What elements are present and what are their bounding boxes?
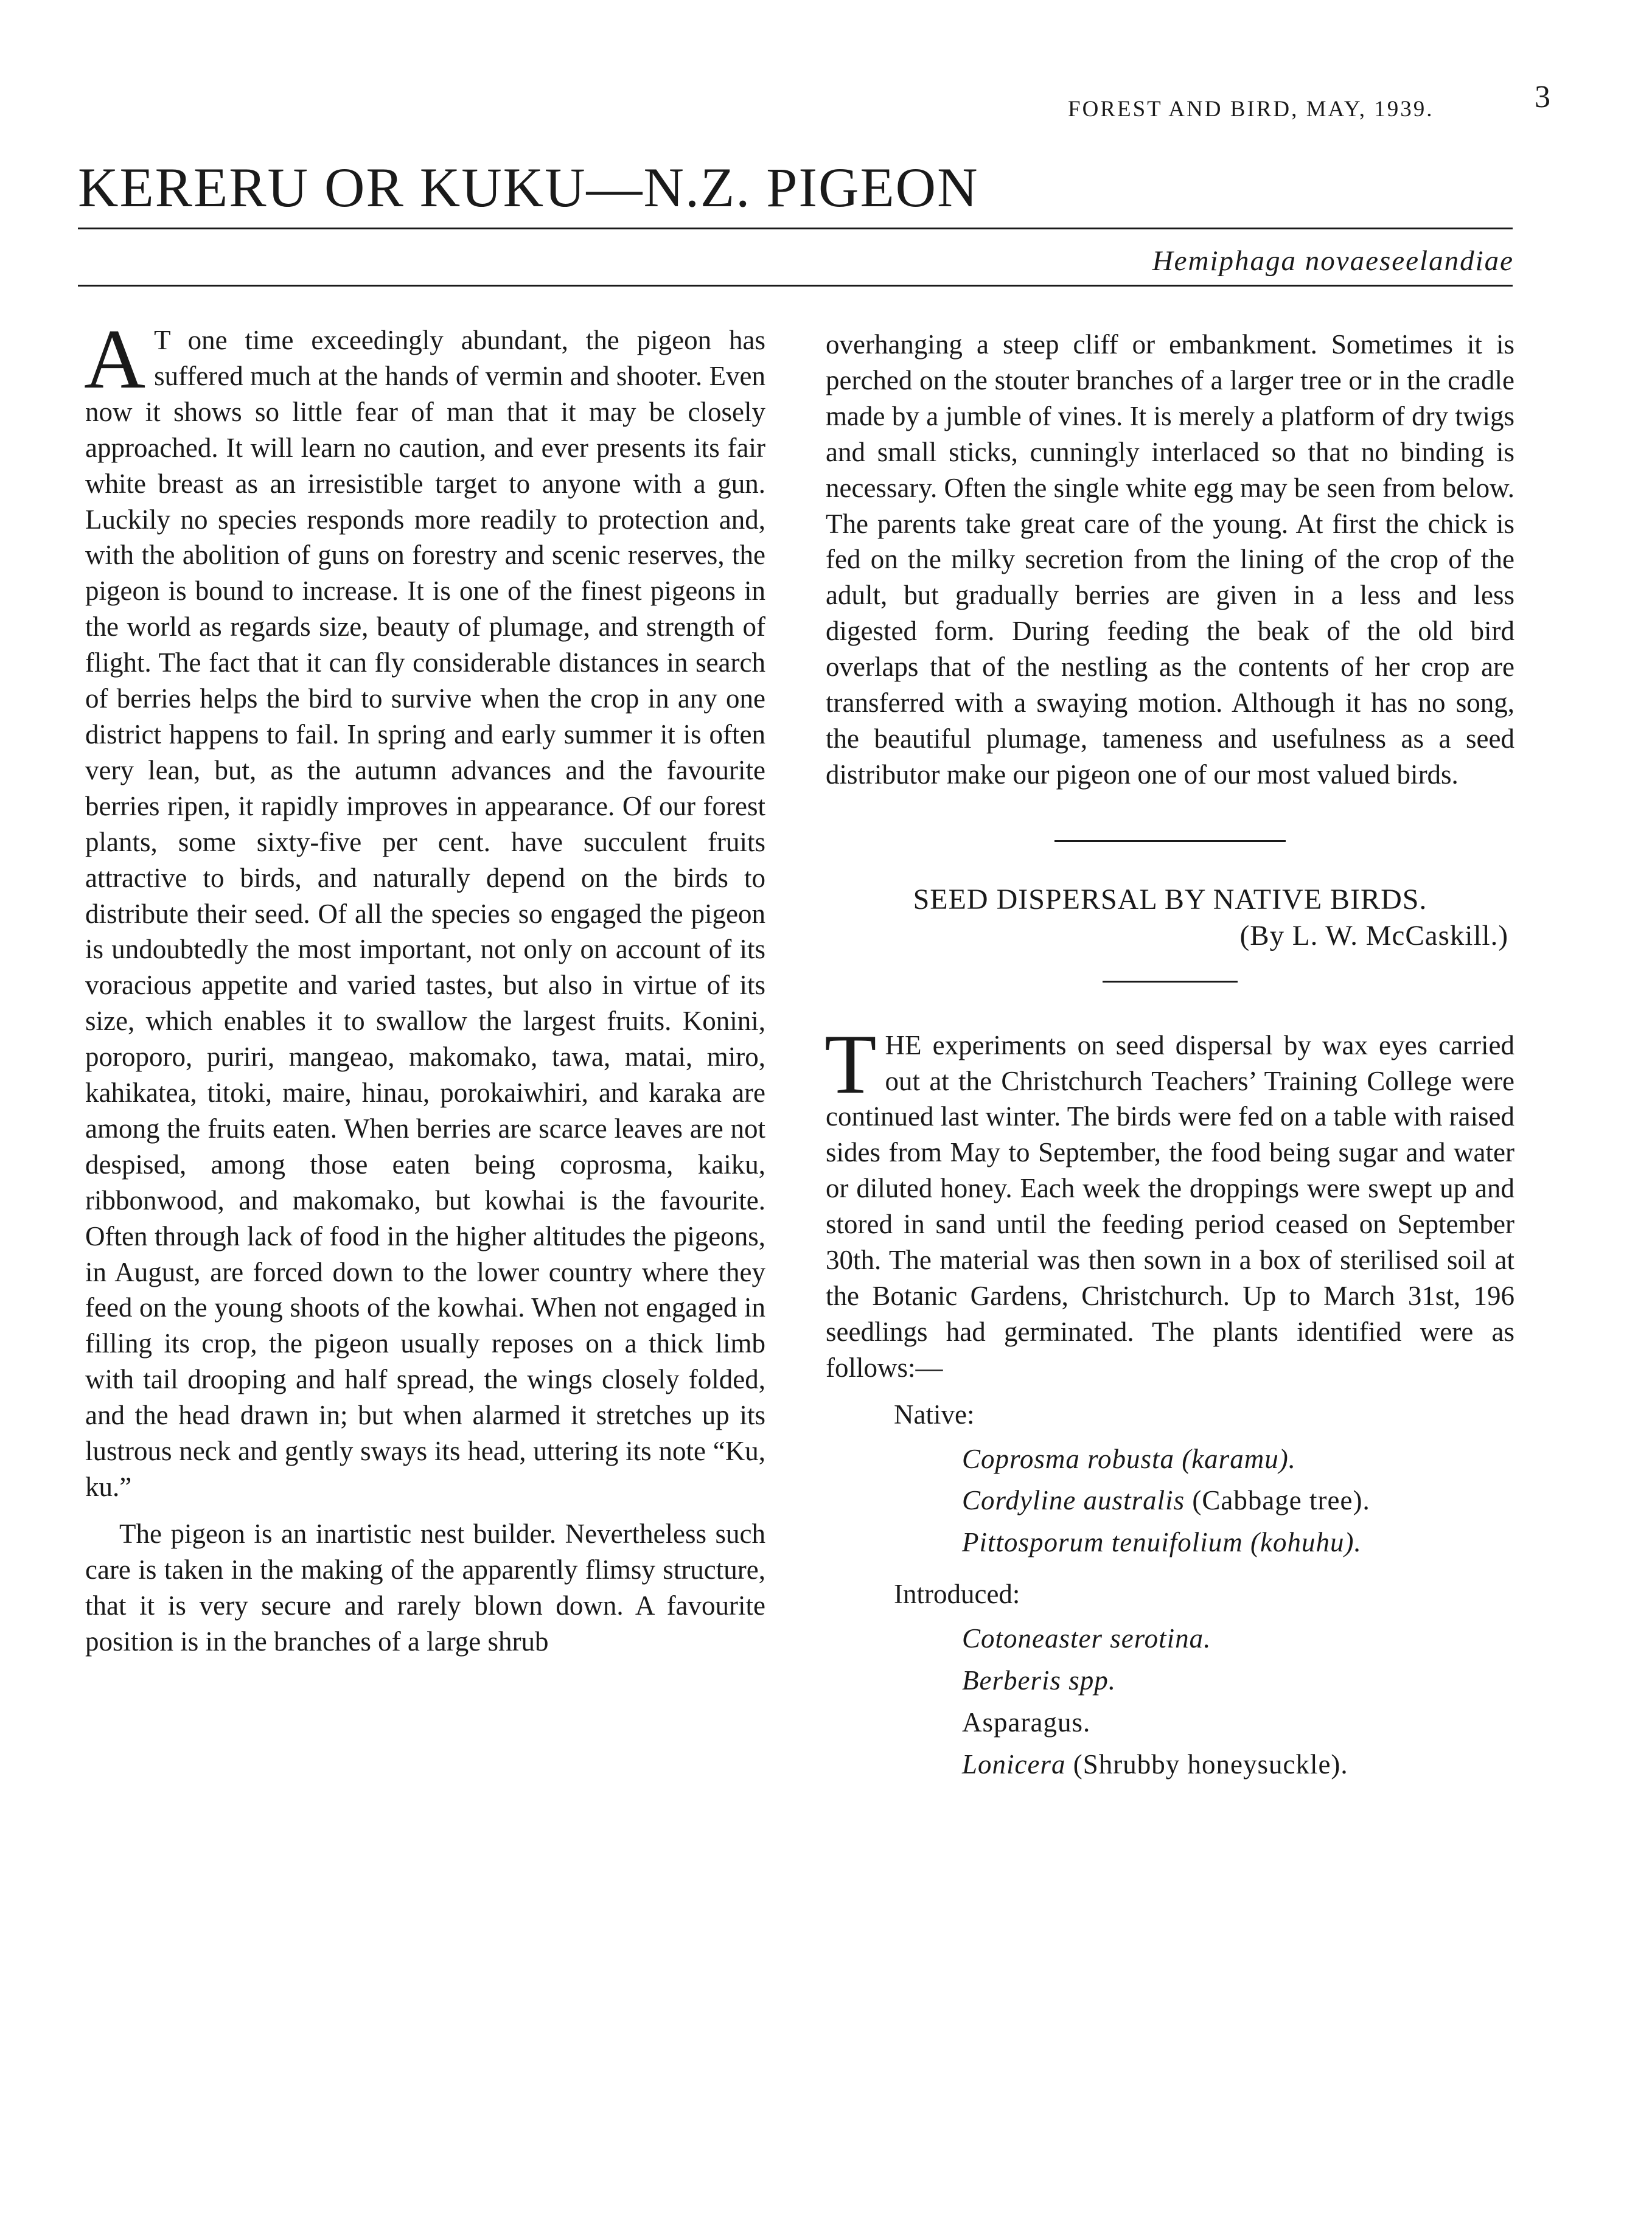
seed-article-byline: (By L. W. McCaskill.) (1239, 919, 1508, 952)
introduced-plant (962, 1705, 1514, 1741)
column-right (826, 327, 1514, 1783)
native-label: Native: (894, 1399, 975, 1430)
section-divider (1054, 840, 1286, 842)
introduced-plant (962, 1663, 1514, 1699)
seed-paragraph-text: HE experiments on seed dispersal by wax eyes carried out at the Christchurch Teachers’ Training College were continued last winter. The birds were fed on a table with raised sides from May to September, the food being sugar and water or diluted honey. Each week the droppings were swept up and stored in sand until the feeding period ceased on September 30th. The material was then sown in a box of sterilised soil at the Botanic Gardens, Christchurch. Up to March 31st, 196 seedlings had germinated. The plants identified were as follows:— (826, 1029, 1514, 1383)
introduced-label: Introduced: (894, 1579, 1020, 1610)
native-plant (962, 1525, 1514, 1561)
plant-common-name: Asparagus. (962, 1707, 1091, 1738)
plant-latin-name: Berberis spp. (962, 1665, 1116, 1696)
page-number: 3 (1535, 80, 1550, 114)
pigeon-paragraph-1 (84, 312, 765, 1505)
plant-latin-name: Cotoneaster serotina. (962, 1623, 1211, 1654)
pigeon-paragraph-1-text: T one time exceedingly abundant, the pigeon has suffered much at the hands of vermin and shooter. Even now it shows so little fear of man that it may be closely approached. It will learn no caution, and ever presents its fair white breast as an irresistible target to anyone with a gun. Luckily no species responds more readily to protection and, with the abolition of guns on forestry and scenic reserves, the pigeon is bound to increase. It is one of the finest pigeons in the world as regards size, beauty of plumage, and strength of flight. The fact that it can fly considerable distances in search of berries helps the bird to survive when the crop in any one district happens to fail. In spring and early summer it is often very lean, but, as the autumn advances and the favourite berries ripen, it rapidly improves in appearance. Of our forest plants, some sixty-five per cent. have succulent fruits attractive to birds, and naturally depend on the birds to distribute their seed. Of all the species so engaged the pigeon is undoubtedly the most important, not only on account of its voracious appetite and varied tastes, but also in virtue of its size, which enables it to swallow the largest fruits. Konini, poroporo, puriri, mangeao, makomako, tawa, matai, miro, kahikatea, titoki, maire, hinau, porokaiwhiri, and karaka are among the fruits eaten. When berries are scarce leaves are not despised, among those eaten being coprosma, kaiku, ribbonwood, and makomako, but kowhai is the favourite. Often through lack of food in the higher altitudes the pigeons, in August, are forced down to the lower country where they feed on the young shoots of the kowhai. When not engaged in filling its crop, the pigeon usually reposes on a thick limb with tail drooping and half spread, the wings closely folded, and the head drawn in; but when alarmed it stretches up its lustrous neck and gently sways its head, uttering its note “Ku, ku.” (85, 325, 765, 1502)
drop-cap: A (84, 312, 146, 406)
pigeon-paragraph-2-start: The pigeon is an inartistic nest builder. Nevertheless such care is taken in the making of the apparently flimsy structure, that it is very secure and rarely blown down. A favourite position is in the branches of a large shrub (85, 1518, 765, 1657)
species-name: Hemiphaga novaeseelandiae (1152, 245, 1514, 277)
seed-paragraph (824, 1017, 1514, 1386)
native-plant (962, 1441, 1514, 1477)
native-plant (962, 1483, 1514, 1519)
plant-common-name: (Cabbage tree). (1185, 1485, 1370, 1516)
column-left (84, 312, 765, 1660)
drop-cap: T (824, 1017, 877, 1112)
plant-latin-name: Coprosma robusta (karamu). (962, 1443, 1296, 1474)
plant-common-name: (Shrubby honeysuckle). (1065, 1749, 1348, 1780)
byline-divider (1103, 981, 1238, 983)
introduced-plant (962, 1747, 1514, 1783)
title-rule (78, 228, 1513, 229)
seed-article-title: SEED DISPERSAL BY NATIVE BIRDS. (913, 883, 1427, 916)
introduced-plant (962, 1621, 1514, 1657)
species-rule (78, 285, 1513, 287)
plant-latin-name: Cordyline australis (962, 1485, 1185, 1516)
plant-latin-name: Lonicera (962, 1749, 1066, 1780)
pigeon-paragraph-2-end: overhanging a steep cliff or embankment. Sometimes it is perched on the stouter branches of a larger tree or in the cradle made by a jumble of vines. It is merely a platform of dry twigs and small sticks, cunningly interlaced so that no binding is necessary. Often the single white egg may be seen from below. The parents take great care of the young. At first the chick is fed on the milky secretion from the lining of the crop of the adult, but gradually berries are given in a less and less digested form. During feeding the beak of the old bird overlaps that of the nestling as the contents of her crop are transferred with a swaying motion. Although it has no song, the beautiful plumage, tameness and usefulness as a seed distributor make our pigeon one of our most valued birds. (826, 329, 1514, 790)
article-title: KERERU OR KUKU—N.Z. PIGEON (78, 156, 979, 218)
plant-latin-name: Pittosporum tenuifolium (kohuhu). (962, 1527, 1362, 1558)
running-head: FOREST AND BIRD, MAY, 1939. (1068, 97, 1434, 122)
